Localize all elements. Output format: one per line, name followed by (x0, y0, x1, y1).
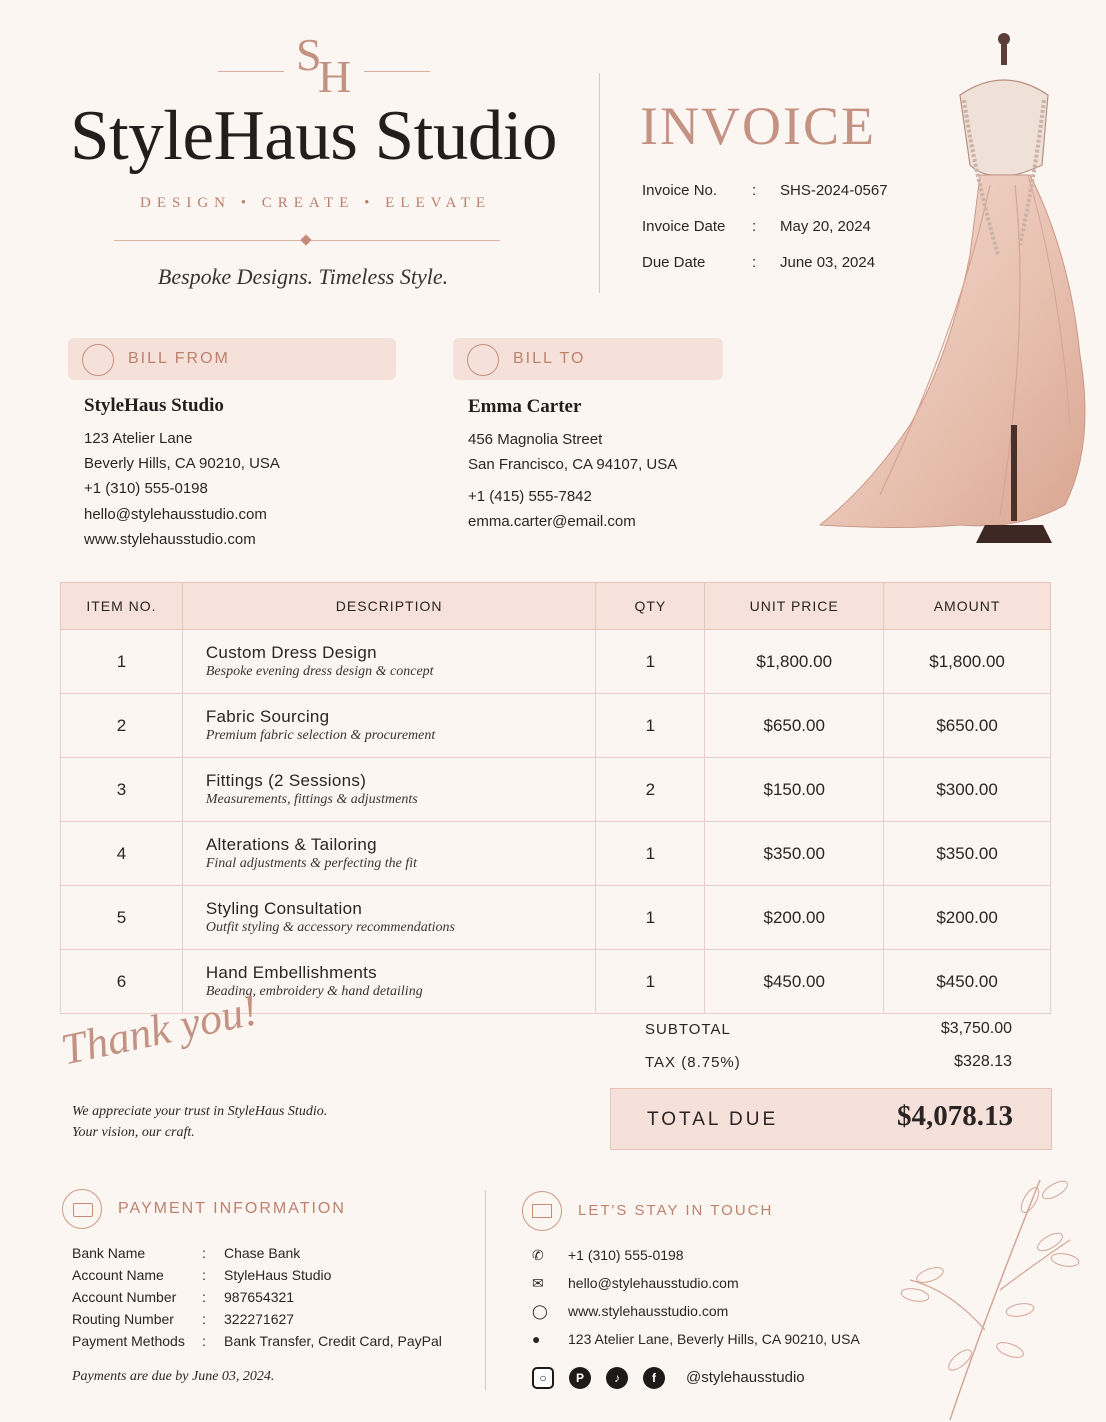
footer-divider (485, 1190, 486, 1390)
brand-name: StyleHaus Studio (70, 97, 558, 175)
person-icon (467, 344, 499, 376)
meta-due-date: Due Date : June 03, 2024 (642, 254, 876, 271)
tax-label: TAX (8.75%) (645, 1054, 741, 1071)
tiktok-icon[interactable]: ♪ (606, 1367, 628, 1389)
contact-website[interactable]: ◯ www.stylehausstudio.com (532, 1303, 729, 1319)
item-unit-price: $450.00 (705, 950, 884, 1014)
svg-text:S: S (296, 29, 322, 80)
table-row (61, 694, 1051, 758)
item-amount: $1,800.00 (884, 630, 1051, 694)
table-header-row (61, 583, 1051, 630)
item-qty: 1 (596, 822, 705, 886)
globe-icon: ◯ (532, 1303, 548, 1319)
logo-line-left (218, 71, 284, 72)
meta-invoice-date: Invoice Date : May 20, 2024 (642, 218, 871, 235)
item-amount: $450.00 (884, 950, 1051, 1014)
invoice-title: INVOICE (640, 96, 876, 156)
svg-text:H: H (318, 51, 352, 96)
tax-value: $328.13 (954, 1053, 1012, 1070)
subtotal-label: SUBTOTAL (645, 1021, 731, 1038)
table-row (61, 630, 1051, 694)
credit-card-icon (62, 1189, 102, 1229)
item-qty: 1 (596, 630, 705, 694)
item-no: 3 (61, 758, 183, 822)
col-description: DESCRIPTION (182, 583, 596, 630)
item-no: 5 (61, 886, 183, 950)
item-no: 6 (61, 950, 183, 1014)
item-description: Fittings (2 Sessions) Measurements, fittings & adjustments (182, 758, 596, 822)
bill-from-header: BILL FROM (68, 338, 396, 380)
dress-form-illustration (780, 25, 1106, 555)
col-qty: QTY (596, 583, 705, 630)
item-qty: 2 (596, 758, 705, 822)
item-description: Fabric Sourcing Premium fabric selection & procurement (182, 694, 596, 758)
item-description: Styling Consultation Outfit styling & accessory recommendations (182, 886, 596, 950)
bill-to-name: Emma Carter (468, 396, 582, 417)
item-unit-price: $200.00 (705, 886, 884, 950)
contact-heading: LET'S STAY IN TOUCH (578, 1202, 774, 1219)
envelope-icon (522, 1191, 562, 1231)
logo-monogram (292, 26, 356, 96)
item-description: Alterations & Tailoring Final adjustments & perfecting the fit (182, 822, 596, 886)
brand-tagline: DESIGN • CREATE • ELEVATE (140, 195, 492, 211)
header-divider (599, 73, 600, 293)
items-table (60, 582, 1051, 1014)
contact-address: ● 123 Atelier Lane, Beverly Hills, CA 90210, USA (532, 1331, 860, 1347)
thank-you-script: Thank you! (56, 985, 262, 1075)
item-unit-price: $650.00 (705, 694, 884, 758)
item-qty: 1 (596, 886, 705, 950)
bill-from-line: Beverly Hills, CA 90210, USA (84, 455, 280, 472)
person-icon (82, 344, 114, 376)
item-no: 2 (61, 694, 183, 758)
item-unit-price: $350.00 (705, 822, 884, 886)
item-unit-price: $1,800.00 (705, 630, 884, 694)
bill-to-line: +1 (415) 555-7842 (468, 488, 592, 505)
logo-line-right (364, 71, 430, 72)
phone-icon: ✆ (532, 1247, 544, 1263)
payment-row: Bank Name : Chase Bank (72, 1245, 301, 1261)
item-description: Custom Dress Design Bespoke evening dress design & concept (182, 630, 596, 694)
bill-from-name: StyleHaus Studio (84, 395, 224, 416)
bill-to-email[interactable]: emma.carter@email.com (468, 513, 636, 530)
payment-row: Routing Number : 322271627 (72, 1311, 295, 1327)
pinterest-icon[interactable]: P (569, 1367, 591, 1389)
bill-from-email[interactable]: hello@stylehausstudio.com (84, 506, 267, 523)
col-amount: AMOUNT (884, 583, 1051, 630)
item-amount: $200.00 (884, 886, 1051, 950)
leaf-branch-illustration (890, 1160, 1090, 1422)
item-qty: 1 (596, 950, 705, 1014)
payment-row: Account Name : StyleHaus Studio (72, 1267, 332, 1283)
appreciation-line: We appreciate your trust in StyleHaus Studio. (72, 1104, 328, 1119)
contact-phone[interactable]: ✆ +1 (310) 555-0198 (532, 1247, 684, 1263)
col-item-no: ITEM NO. (61, 583, 183, 630)
facebook-icon[interactable]: f (643, 1367, 665, 1389)
payment-heading: PAYMENT INFORMATION (118, 1200, 346, 1217)
payment-row: Account Number : 987654321 (72, 1289, 295, 1305)
item-unit-price: $150.00 (705, 758, 884, 822)
item-description: Hand Embellishments Beading, embroidery & hand detailing (182, 950, 596, 1014)
total-due-box (610, 1088, 1052, 1150)
bill-from-line: +1 (310) 555-0198 (84, 480, 208, 497)
location-pin-icon: ● (532, 1331, 541, 1347)
item-amount: $350.00 (884, 822, 1051, 886)
table-row (61, 758, 1051, 822)
meta-invoice-no: Invoice No. : SHS-2024-0567 (642, 182, 888, 199)
item-qty: 1 (596, 694, 705, 758)
divider-diamond (300, 234, 311, 245)
social-handle[interactable]: @stylehausstudio (686, 1369, 805, 1386)
subtotal-value: $3,750.00 (940, 1020, 1012, 1037)
bill-from-line: 123 Atelier Lane (84, 430, 193, 447)
col-unit-price: UNIT PRICE (705, 583, 884, 630)
total-due-value: $4,078.13 (897, 1100, 1013, 1132)
item-amount: $300.00 (884, 758, 1051, 822)
bill-to-header: BILL TO (453, 338, 723, 380)
contact-email[interactable]: ✉ hello@stylehausstudio.com (532, 1275, 739, 1291)
brand-slogan: Bespoke Designs. Timeless Style. (157, 264, 449, 289)
total-due-label: TOTAL DUE (647, 1109, 779, 1130)
item-amount: $650.00 (884, 694, 1051, 758)
bill-to-line: 456 Magnolia Street (468, 431, 603, 448)
bill-to-line: San Francisco, CA 94107, USA (468, 456, 678, 473)
payment-note: Payments are due by June 03, 2024. (72, 1369, 275, 1384)
appreciation-line: Your vision, our craft. (72, 1125, 195, 1140)
bill-from-website[interactable]: www.stylehausstudio.com (84, 531, 256, 548)
item-no: 1 (61, 630, 183, 694)
instagram-icon[interactable]: ○ (532, 1367, 554, 1389)
item-no: 4 (61, 822, 183, 886)
table-row (61, 886, 1051, 950)
mail-icon: ✉ (532, 1275, 544, 1291)
table-row (61, 822, 1051, 886)
payment-row: Payment Methods : Bank Transfer, Credit Card, PayPal (72, 1333, 442, 1349)
